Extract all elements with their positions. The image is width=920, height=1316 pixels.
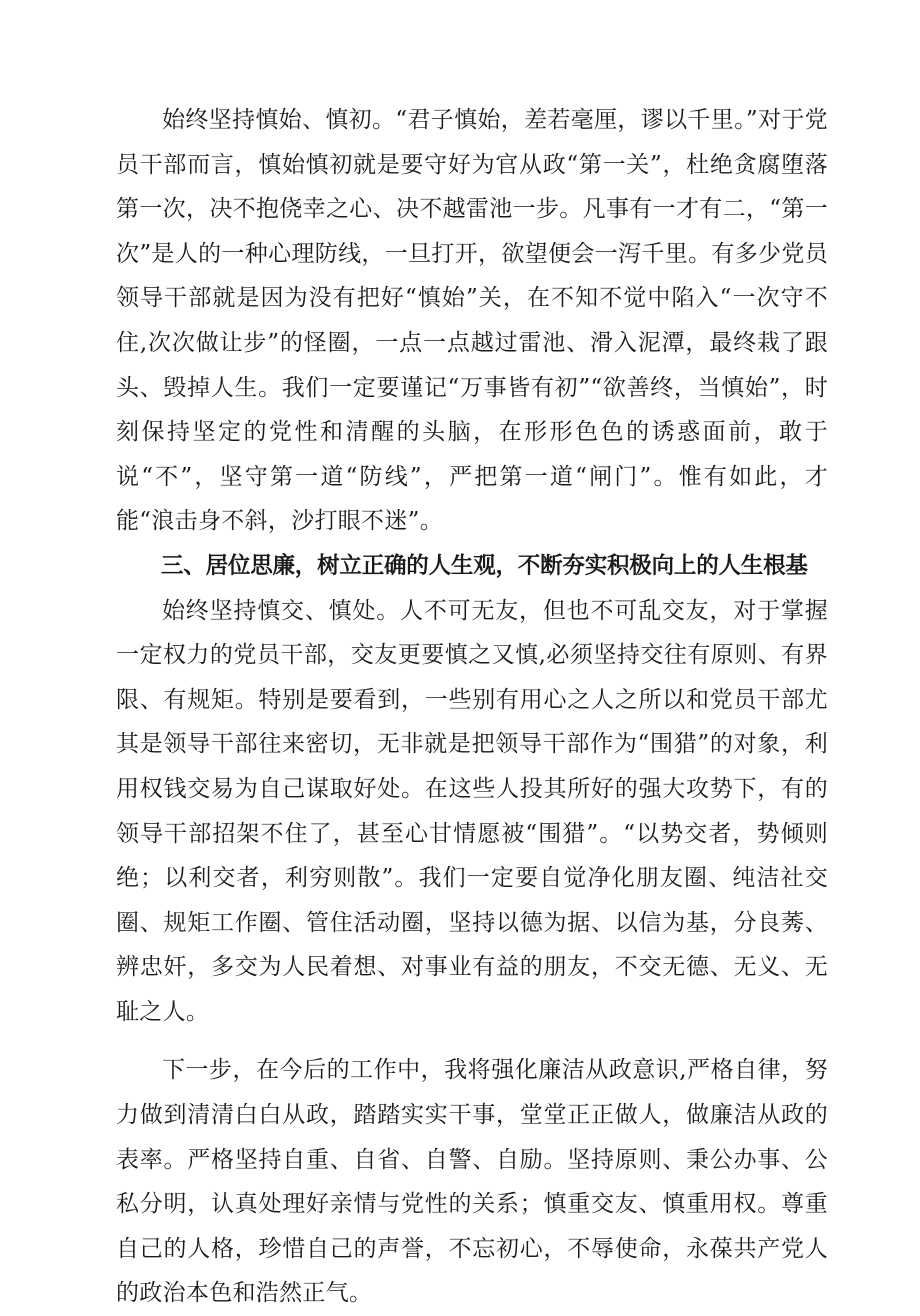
paragraph-next-steps: 下一步，在今后的工作中，我将强化廉洁从政意识,严格自律，努力做到清清白白从政，踏踏实实干事，堂堂正正做人，做廉洁从政的表率。严格坚持自重、自省、自警、自励。坚持原则、秉公办事、公私分明，认真处理好亲情与党性的关系；慎重交友、慎重用权。尊重自己的人格，珍惜自己的声誉，不忘初心，不辱使命，永葆共产党人的政治本色和浩然正气。 <box>116 1057 828 1307</box>
document-page <box>116 98 828 1316</box>
paragraph-cautious-friendship: 始终坚持慎交、慎处。人不可无友，但也不可乱交友，对于掌握一定权力的党员干部，交友更要慎之又慎,必须坚持交往有原则、有界限、有规矩。特别是要看到，一些别有用心之人之所以和党员干部尤其是领导干部往来密切，无非就是把领导干部作为“围猎”的对象，利用权钱交易为自己谋取好处。在这些人投其所好的强大攻势下，有的领导干部招架不住了，甚至心甘情愿被“围猎”。“以势交者，势倾则绝；以利交者，利穷则散”。我们一定要自觉净化朋友圈、纯洁社交圈、规矩工作圈、管住活动圈，坚持以德为据、以信为基，分良莠、辨忠奸，多交为人民着想、对事业有益的朋友，不交无德、无义、无耻之人。 <box>116 597 828 1025</box>
section-heading-3: 三、居位思廉，树立正确的人生观，不断夯实积极向上的人生根基 <box>161 552 808 579</box>
paragraph-spacer <box>116 1034 828 1048</box>
paragraph-cautious-beginning: 始终坚持慎始、慎初。“君子慎始，差若毫厘，谬以千里。”对于党员干部而言，慎始慎初就是要守好为官从政“第一关”，杜绝贪腐堕落第一次，决不抱侥幸之心、决不越雷池一步。凡事有一才有二，“第一次”是人的一种心理防线，一旦打开，欲望便会一泻千里。有多少党员领导干部就是因为没有把好“慎始”关，在不知不觉中陷入“一次守不住,次次做让步”的怪圈，一点一点越过雷池、滑入泥潭，最终栽了跟头、毁掉人生。我们一定要谨记“万事皆有初”“欲善终，当慎始”，时刻保持坚定的党性和清醒的头脑，在形形色色的诱惑面前，敢于说“不”，坚守第一道“防线”，严把第一道“闸门”。惟有如此，才能“浪击身不斜，沙打眼不迷”。 <box>116 107 828 535</box>
